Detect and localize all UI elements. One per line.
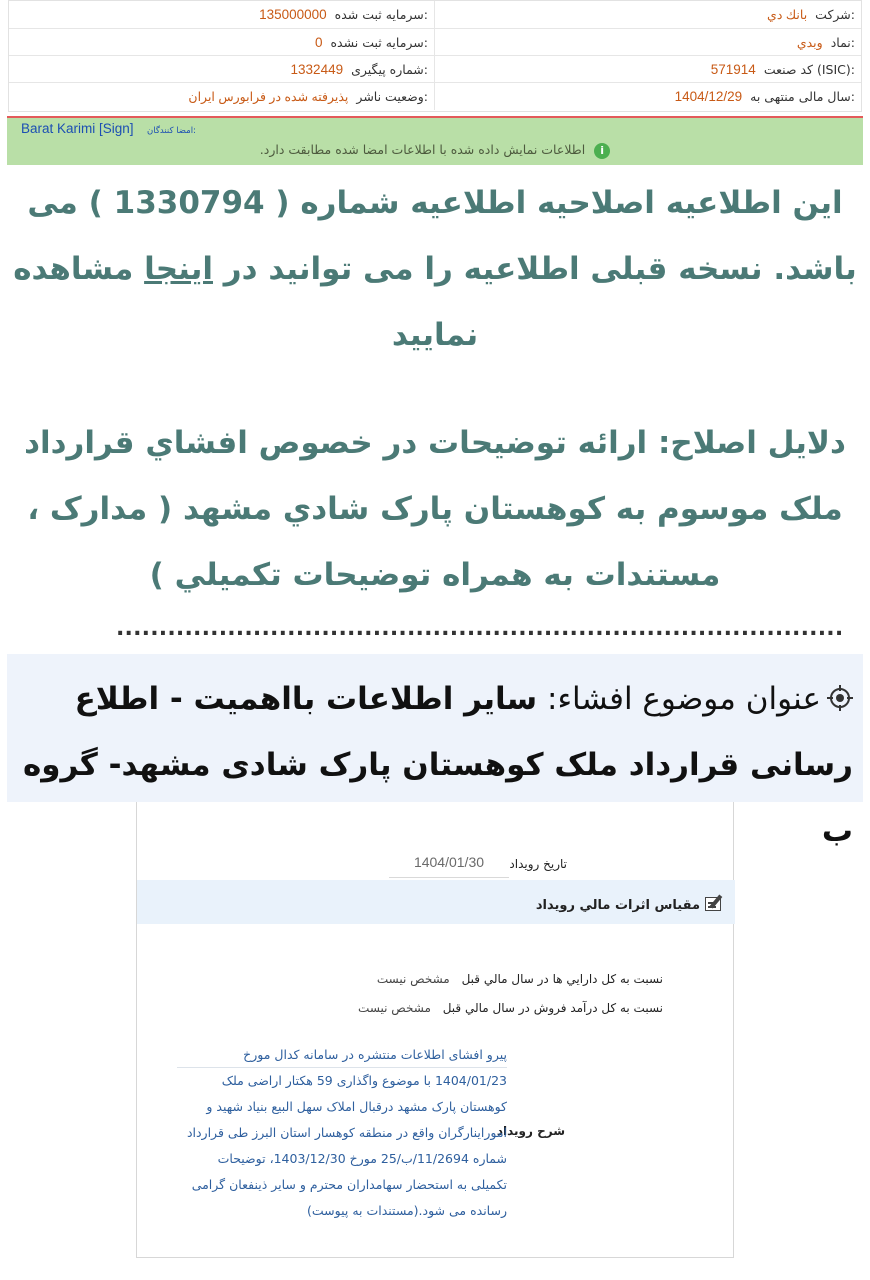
event-description-label: شرح رویداد xyxy=(496,1124,565,1138)
ratio-assets-row xyxy=(377,972,663,986)
disclosure-subject xyxy=(7,654,863,849)
fiscal-year-value: 1404/12/29 xyxy=(674,89,743,104)
dotted-separator: ..................................................................................... xyxy=(116,616,844,641)
info-row xyxy=(9,1,861,29)
ratio-sales-label: نسبت به کل درآمد فروش در سال مالي قبل xyxy=(442,1001,663,1015)
financial-impact-title: مقیاس اثرات مالي رویداد xyxy=(535,898,700,913)
company-label: شرکت: xyxy=(815,7,855,22)
ratio-assets-value: مشخص نیست xyxy=(376,972,450,986)
unregistered-capital-cell xyxy=(9,29,435,56)
event-panel xyxy=(136,802,734,1258)
correction-reasons: دلایل اصلاح: ارائه توضیحات در خصوص افشاي قرارداد ملک موسوم به کوهستان پارک شادي مشهد ( مدارک ، مستندات به همراه توضیحات تکمیلي ) xyxy=(24,425,846,593)
signer-link[interactable]: Barat Karimi [Sign] xyxy=(21,121,134,136)
event-date-value: 1404/01/30 xyxy=(389,842,509,878)
capital-cell xyxy=(9,1,435,28)
info-row xyxy=(9,82,861,110)
edit-icon xyxy=(705,894,725,912)
description-line: اموراینارگران واقع در منطقه کوهسار استان البرز طی قرارداد xyxy=(186,1125,507,1140)
event-description xyxy=(177,1042,507,1224)
signers-label: امضا کنندگان: xyxy=(147,126,196,136)
symbol-value[interactable]: وبدي xyxy=(796,36,823,50)
target-icon xyxy=(827,685,853,711)
capital-label: سرمایه ثبت شده: xyxy=(334,7,428,22)
isic-value: 571914 xyxy=(710,62,756,77)
publisher-status-value: پذیرفته شده در فرابورس ایران xyxy=(188,90,349,104)
previous-version-link[interactable]: اینجا xyxy=(144,251,213,287)
description-line: کوهستان پارک مشهد درقبال املاک سهل البیع بنیاد شهید و xyxy=(206,1099,507,1114)
ratio-assets-label: نسبت به کل دارایي ها در سال مالي قبل xyxy=(461,972,663,986)
info-row xyxy=(9,55,861,83)
publisher-status-label: وضعیت ناشر: xyxy=(356,89,428,104)
verified-message xyxy=(7,142,863,159)
signature-bar xyxy=(7,116,863,165)
event-date-label: تاریخ رویداد xyxy=(509,857,567,871)
description-line: تکمیلی به استحضار سهامداران محترم و سایر ذینفعان گرامی xyxy=(191,1177,507,1192)
info-row xyxy=(9,28,861,56)
company-info-table xyxy=(8,0,862,112)
description-line: رسانده می شود.(مستندات به پیوست) xyxy=(307,1203,507,1218)
symbol-label: نماد: xyxy=(830,35,855,50)
unregistered-capital-value: 0 xyxy=(314,35,323,50)
symbol-cell xyxy=(435,29,861,56)
subject-label: عنوان موضوع افشاء: xyxy=(537,681,821,717)
correction-notice xyxy=(6,170,864,368)
description-line: پیرو افشای اطلاعات منتشره در سامانه کدال مورخ xyxy=(177,1042,507,1068)
company-cell xyxy=(435,1,861,28)
notice-text-1: این اطلاعیه اصلاحیه اطلاعیه شماره ( 1330794 ) می باشد. نسخه قبلی اطلاعیه را می توانید در xyxy=(27,185,857,287)
ratio-sales-value: مشخص نیست xyxy=(358,1001,431,1015)
subject-title: سایر اطلاعات بااهمیت - اطلاع رسانی قرارداد ملک کوهستان پارک شادی مشهد- گروه ب xyxy=(22,681,853,849)
company-value[interactable]: بانك دي xyxy=(767,8,808,22)
notice-text-2: مشاهده نمایید xyxy=(13,251,479,353)
financial-impact-header xyxy=(137,880,735,924)
tracking-cell xyxy=(9,56,435,83)
verified-text: اطلاعات نمایش داده شده با اطلاعات امضا شده مطابقت دارد. xyxy=(259,142,586,157)
ratio-sales-row xyxy=(358,1001,663,1015)
publisher-status-cell xyxy=(9,83,435,110)
unregistered-capital-label: سرمایه ثبت نشده: xyxy=(330,35,428,50)
fiscal-year-label: سال مالی منتهی به: xyxy=(750,89,855,104)
isic-cell xyxy=(435,56,861,83)
description-line: 1404/01/23 با موضوع واگذاری 59 هکتار اراضی ملک xyxy=(221,1073,507,1088)
tracking-label: شماره پیگیری: xyxy=(351,62,428,77)
fiscal-year-cell xyxy=(435,83,861,110)
tracking-value: 1332449 xyxy=(290,62,344,77)
capital-value: 135000000 xyxy=(259,7,327,22)
isic-label: کد صنعت (ISIC): xyxy=(763,62,855,77)
info-check-icon: i xyxy=(594,143,610,159)
description-line: شماره 11/2694/ب/25 مورخ 1403/12/30، توضیحات xyxy=(217,1151,507,1166)
